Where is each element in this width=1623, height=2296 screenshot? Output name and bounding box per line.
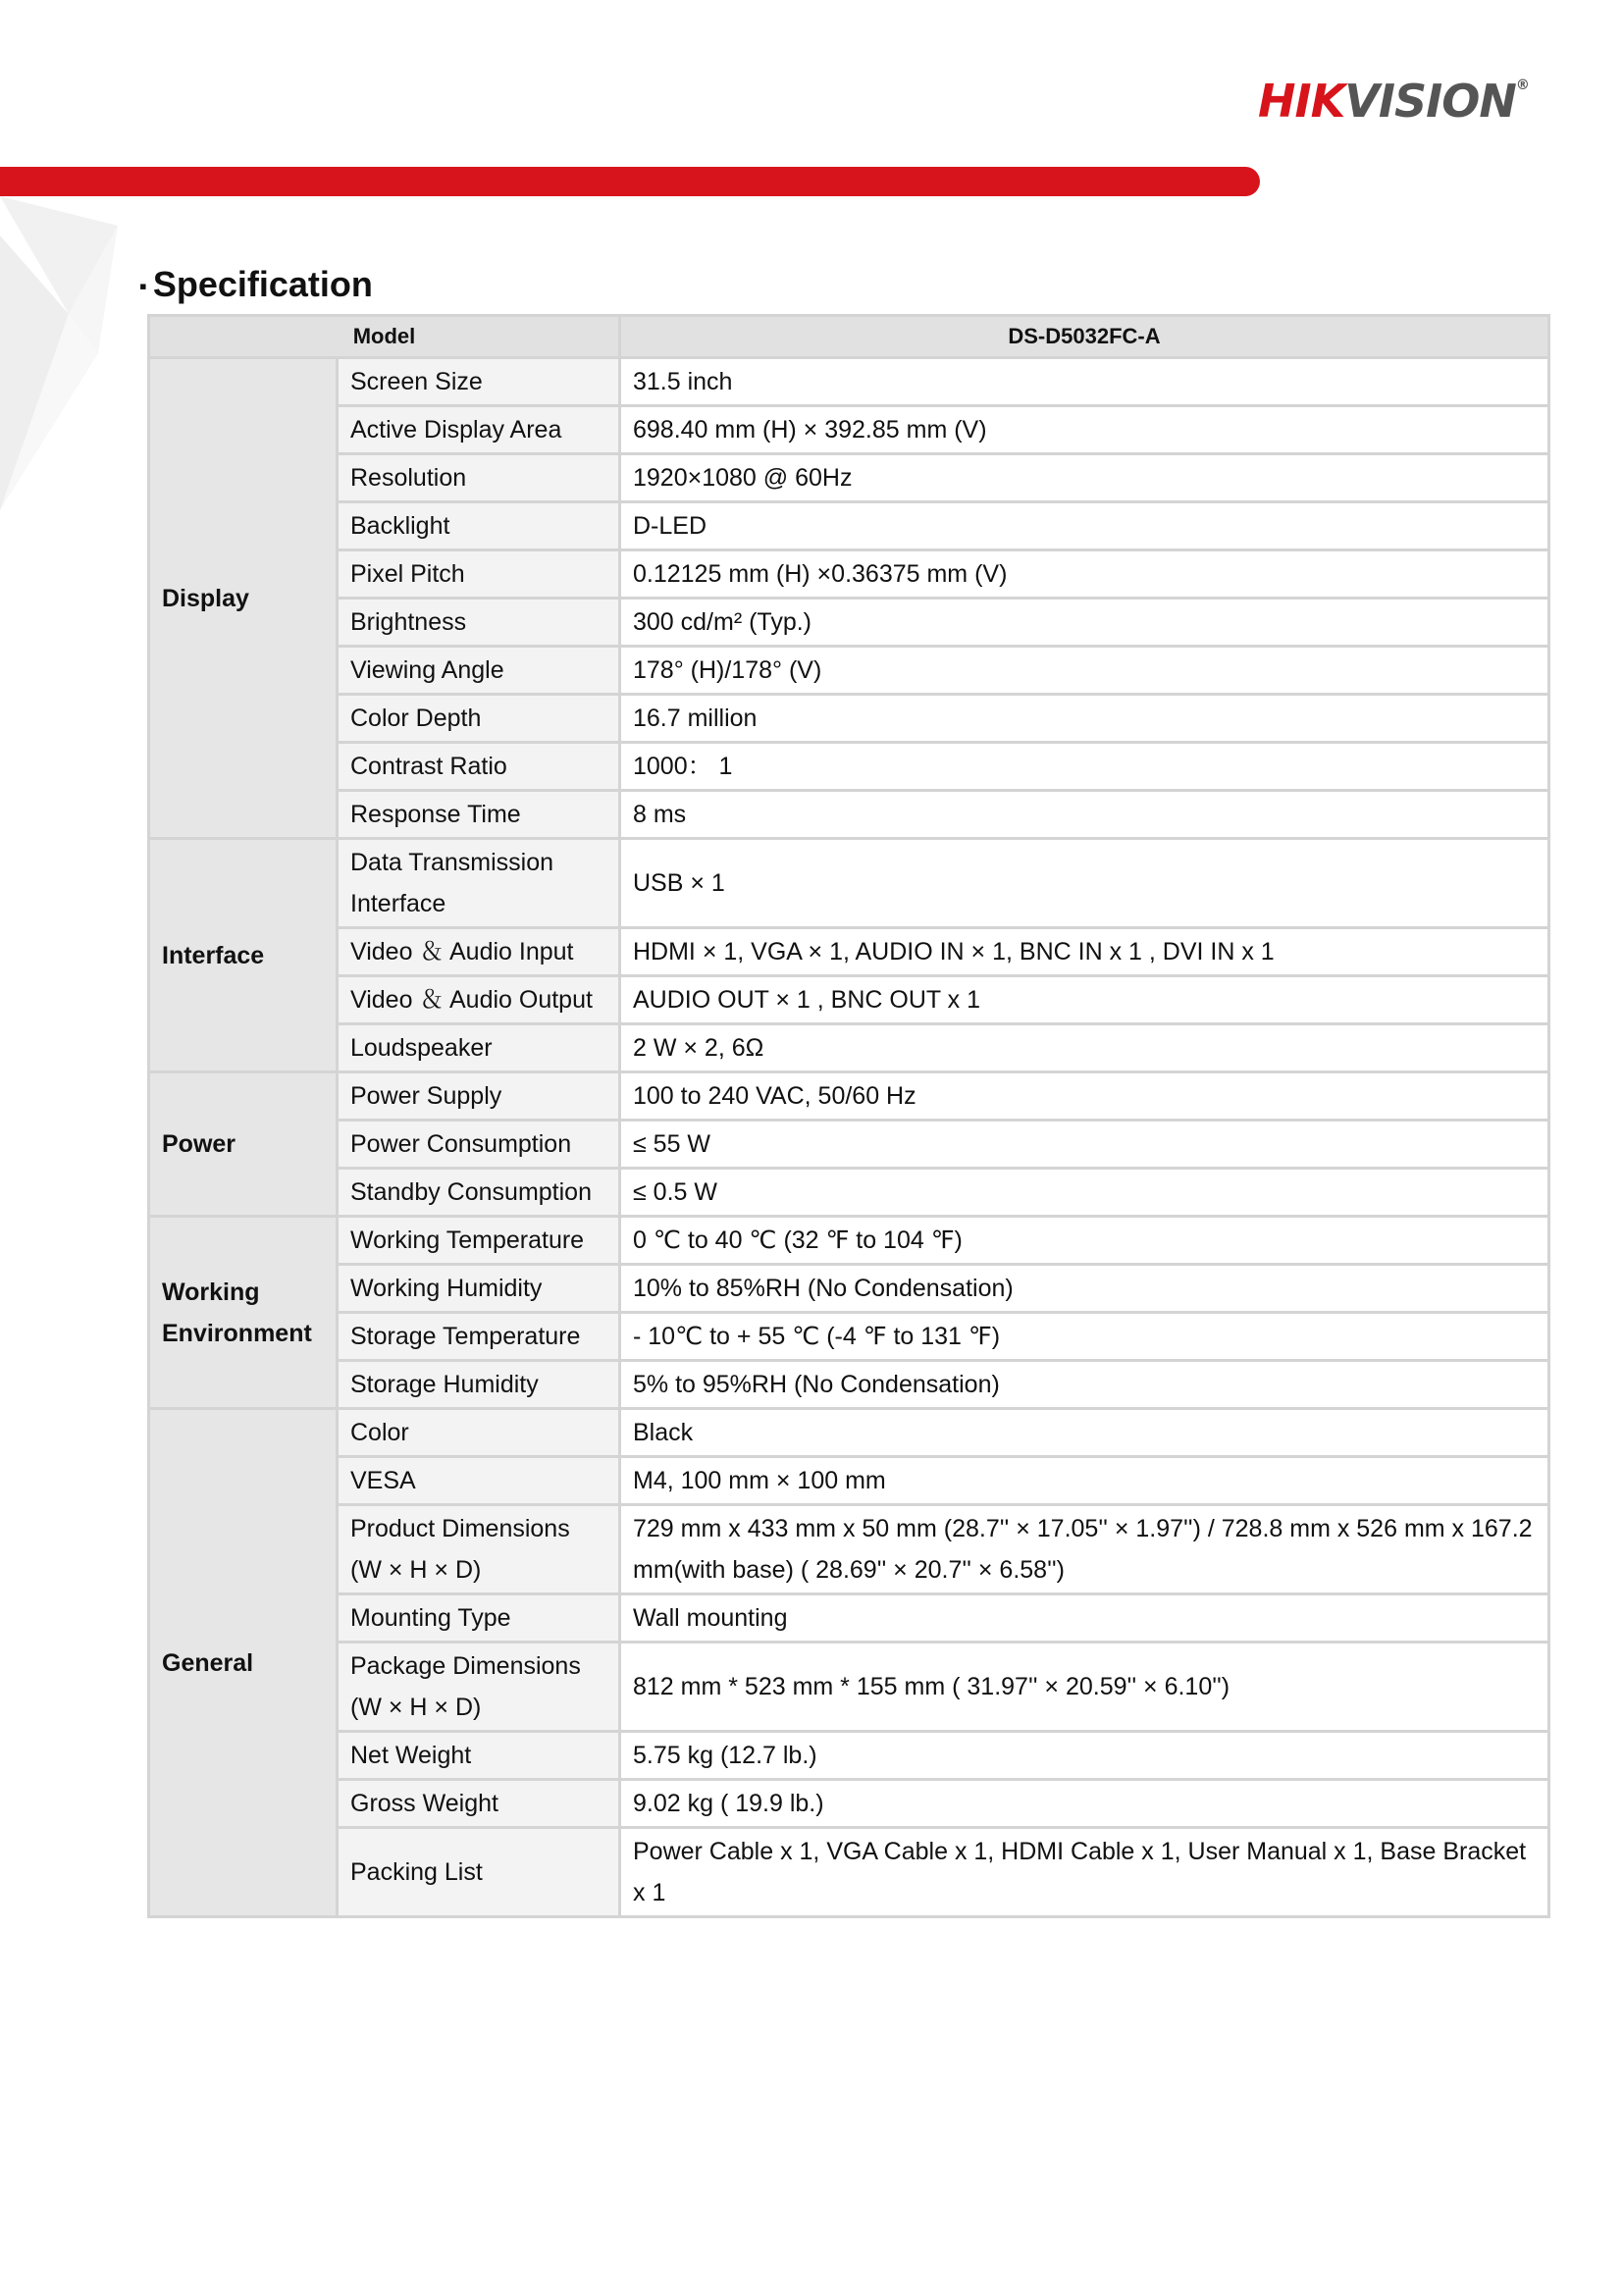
table-row bbox=[149, 1409, 1549, 1457]
value-cell: 178° (H)/178° (V) bbox=[620, 647, 1549, 695]
table-row bbox=[149, 1780, 1549, 1828]
parameter-cell: Brightness bbox=[338, 599, 620, 647]
value-cell: 698.40 mm (H) × 392.85 mm (V) bbox=[620, 406, 1549, 454]
table-row bbox=[149, 839, 1549, 928]
table-header-row bbox=[149, 316, 1549, 358]
table-row bbox=[149, 743, 1549, 791]
table-row bbox=[149, 647, 1549, 695]
value-cell: 5% to 95%RH (No Condensation) bbox=[620, 1361, 1549, 1409]
parameter-cell: Response Time bbox=[338, 791, 620, 839]
parameter-cell: Working Temperature bbox=[338, 1217, 620, 1265]
table-row bbox=[149, 791, 1549, 839]
parameter-cell: Viewing Angle bbox=[338, 647, 620, 695]
table-row bbox=[149, 358, 1549, 406]
table-row bbox=[149, 976, 1549, 1024]
parameter-cell: Package Dimensions (W × H × D) bbox=[338, 1643, 620, 1732]
table-row bbox=[149, 1265, 1549, 1313]
category-cell: Power bbox=[149, 1072, 338, 1217]
value-cell: 31.5 inch bbox=[620, 358, 1549, 406]
category-cell: Working Environment bbox=[149, 1217, 338, 1409]
parameter-cell: Video ＆ Audio Input bbox=[338, 928, 620, 976]
section-title-text: Specification bbox=[152, 264, 373, 304]
table-row bbox=[149, 1828, 1549, 1917]
value-cell: ≤ 0.5 W bbox=[620, 1169, 1549, 1217]
value-cell: Black bbox=[620, 1409, 1549, 1457]
parameter-cell: Product Dimensions (W × H × D) bbox=[338, 1505, 620, 1594]
parameter-cell: Video ＆ Audio Output bbox=[338, 976, 620, 1024]
value-cell: USB × 1 bbox=[620, 839, 1549, 928]
value-cell: 2 W × 2, 6Ω bbox=[620, 1024, 1549, 1072]
parameter-cell: VESA bbox=[338, 1457, 620, 1505]
parameter-cell: Data Transmission Interface bbox=[338, 839, 620, 928]
value-cell: D-LED bbox=[620, 502, 1549, 550]
parameter-cell: Storage Humidity bbox=[338, 1361, 620, 1409]
table-row bbox=[149, 599, 1549, 647]
value-cell: 10% to 85%RH (No Condensation) bbox=[620, 1265, 1549, 1313]
section-title bbox=[139, 264, 373, 304]
value-cell: 9.02 kg ( 19.9 lb.) bbox=[620, 1780, 1549, 1828]
model-label: Model bbox=[149, 316, 620, 358]
logo-grey-text: VISION bbox=[1344, 75, 1516, 128]
value-cell: 0 ℃ to 40 ℃ (32 ℉ to 104 ℉) bbox=[620, 1217, 1549, 1265]
category-cell: Display bbox=[149, 358, 338, 839]
table-row bbox=[149, 1169, 1549, 1217]
value-cell: AUDIO OUT × 1 , BNC OUT x 1 bbox=[620, 976, 1549, 1024]
parameter-cell: Color bbox=[338, 1409, 620, 1457]
value-cell: - 10℃ to + 55 ℃ (-4 ℉ to 131 ℉) bbox=[620, 1313, 1549, 1361]
category-cell: General bbox=[149, 1409, 338, 1917]
parameter-cell: Screen Size bbox=[338, 358, 620, 406]
value-cell: 8 ms bbox=[620, 791, 1549, 839]
model-value: DS-D5032FC-A bbox=[620, 316, 1549, 358]
value-cell: ≤ 55 W bbox=[620, 1121, 1549, 1169]
value-cell: 812 mm * 523 mm * 155 mm ( 31.97'' × 20.59'' × 6.10'') bbox=[620, 1643, 1549, 1732]
parameter-cell: Contrast Ratio bbox=[338, 743, 620, 791]
table-row bbox=[149, 1072, 1549, 1121]
header-red-bar bbox=[0, 167, 1260, 196]
table-row bbox=[149, 1457, 1549, 1505]
specification-table bbox=[147, 314, 1550, 1918]
value-cell: 100 to 240 VAC, 50/60 Hz bbox=[620, 1072, 1549, 1121]
parameter-cell: Standby Consumption bbox=[338, 1169, 620, 1217]
value-cell: 1000： 1 bbox=[620, 743, 1549, 791]
parameter-cell: Backlight bbox=[338, 502, 620, 550]
parameter-cell: Mounting Type bbox=[338, 1594, 620, 1643]
table-row bbox=[149, 1121, 1549, 1169]
parameter-cell: Loudspeaker bbox=[338, 1024, 620, 1072]
parameter-cell: Power Supply bbox=[338, 1072, 620, 1121]
value-cell: 300 cd/m² (Typ.) bbox=[620, 599, 1549, 647]
parameter-cell: Pixel Pitch bbox=[338, 550, 620, 599]
value-cell: 0.12125 mm (H) ×0.36375 mm (V) bbox=[620, 550, 1549, 599]
parameter-cell: Power Consumption bbox=[338, 1121, 620, 1169]
table-row bbox=[149, 1313, 1549, 1361]
value-cell: 16.7 million bbox=[620, 695, 1549, 743]
value-cell: HDMI × 1, VGA × 1, AUDIO IN × 1, BNC IN x 1 , DVI IN x 1 bbox=[620, 928, 1549, 976]
table-row bbox=[149, 1505, 1549, 1594]
table-row bbox=[149, 1732, 1549, 1780]
table-row bbox=[149, 406, 1549, 454]
table-row bbox=[149, 1024, 1549, 1072]
parameter-cell: Packing List bbox=[338, 1828, 620, 1917]
table-row bbox=[149, 928, 1549, 976]
value-cell: 729 mm x 433 mm x 50 mm (28.7'' × 17.05'' × 1.97'') / 728.8 mm x 526 mm x 167.2 mm(with base) ( 28.69'' × 20.7'' × 6.58'') bbox=[620, 1505, 1549, 1594]
table-row bbox=[149, 502, 1549, 550]
parameter-cell: Active Display Area bbox=[338, 406, 620, 454]
value-cell: Power Cable x 1, VGA Cable x 1, HDMI Cable x 1, User Manual x 1, Base Bracket x 1 bbox=[620, 1828, 1549, 1917]
table-row bbox=[149, 550, 1549, 599]
parameter-cell: Color Depth bbox=[338, 695, 620, 743]
hikvision-logo bbox=[1258, 75, 1529, 128]
bullet-icon: ▪ bbox=[139, 274, 147, 299]
value-cell: M4, 100 mm × 100 mm bbox=[620, 1457, 1549, 1505]
category-cell: Interface bbox=[149, 839, 338, 1072]
table-row bbox=[149, 454, 1549, 502]
registered-mark: ® bbox=[1515, 78, 1529, 93]
value-cell: 1920×1080 @ 60Hz bbox=[620, 454, 1549, 502]
parameter-cell: Working Humidity bbox=[338, 1265, 620, 1313]
table-row bbox=[149, 695, 1549, 743]
table-row bbox=[149, 1217, 1549, 1265]
value-cell: Wall mounting bbox=[620, 1594, 1549, 1643]
table-row bbox=[149, 1643, 1549, 1732]
table-row bbox=[149, 1361, 1549, 1409]
value-cell: 5.75 kg (12.7 lb.) bbox=[620, 1732, 1549, 1780]
specification-body bbox=[149, 358, 1549, 1917]
logo-red-text: HIK bbox=[1258, 75, 1345, 128]
parameter-cell: Storage Temperature bbox=[338, 1313, 620, 1361]
table-row bbox=[149, 1594, 1549, 1643]
parameter-cell: Resolution bbox=[338, 454, 620, 502]
parameter-cell: Gross Weight bbox=[338, 1780, 620, 1828]
decorative-shard-graphic bbox=[0, 196, 137, 530]
parameter-cell: Net Weight bbox=[338, 1732, 620, 1780]
